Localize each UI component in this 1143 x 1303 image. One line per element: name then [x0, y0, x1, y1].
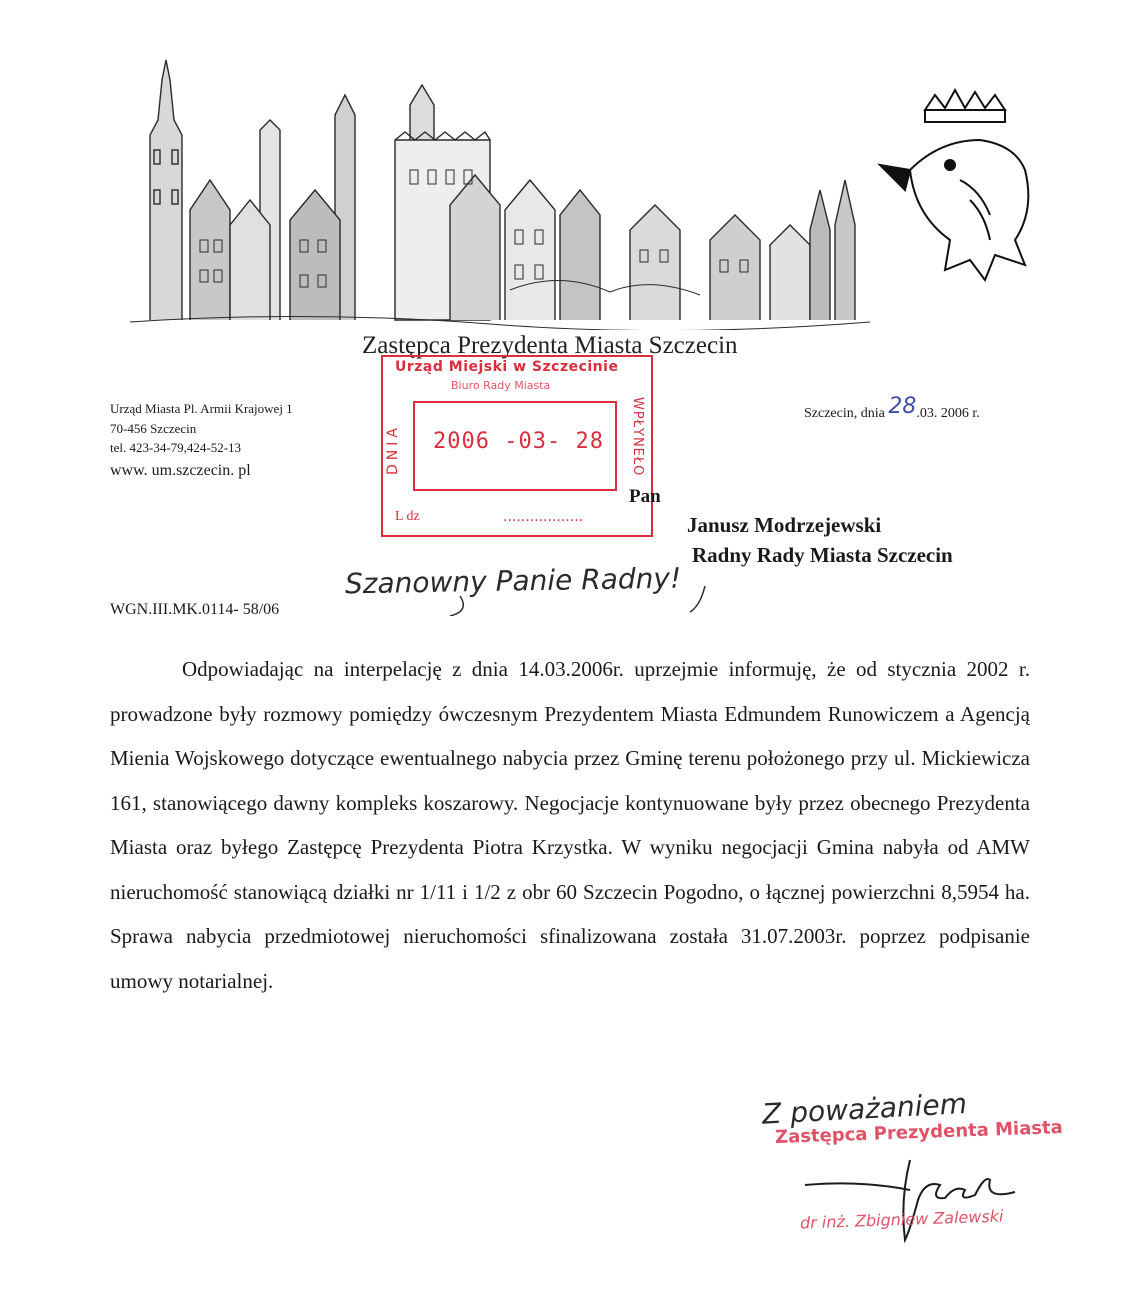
signature-stamp-name: dr inż. Zbigniew Zalewski: [799, 1206, 1004, 1233]
body-paragraph: Odpowiadając na interpelację z dnia 14.03.2006r. uprzejmie informuję, że od stycznia 2002 r. prowadzone były rozmowy pomiędzy ówczesnym Prezydentem Miasta Edmundem Runowiczem a Agencją Mienia Wojskowego dotyczące ewentualnego nabycia przez Gminę terenu położonego przy ul. Mickiewicza 161, stanowiącego dawny kompleks koszarowy. Negocjacje kontynuowane były przez obecnego Prezydenta Miasta oraz byłego Zastępcę Prezydenta Piotra Krzystka. W wyniku negocjacji Gmina nabyła od AMW nieruchomość stanowiącą działki nr 1/11 i 1/2 z obr 60 Szczecin Pogodno, o łącznej powierzchni 8,5954 ha. Sprawa nabycia przedmiotowej nieruchomości sfinalizowana została 31.07.2003r. poprzez podpisanie umowy notarialnej.: [110, 657, 1030, 993]
sender-address-line: 70-456 Szczecin: [110, 421, 197, 436]
stamp-date: 2006 -03- 28: [433, 429, 604, 454]
stamp-office: Urząd Miejski w Szczecinie: [395, 359, 619, 375]
griffin-emblem: [880, 90, 1028, 280]
stamp-side-left: DNIA: [385, 424, 401, 475]
stamp-date-box: [413, 401, 617, 491]
reception-stamp: [381, 355, 653, 537]
date-suffix: .03. 2006 r.: [916, 406, 980, 421]
date-line: [804, 394, 980, 423]
stamp-side-right: WPŁYNEŁO: [630, 397, 645, 477]
handwritten-greeting-text: Szanowny Panie Radny!: [344, 561, 682, 601]
city-skyline-drawing: [130, 60, 870, 330]
letter-body: [110, 647, 1030, 1003]
date-day-handwritten: 28: [888, 394, 917, 419]
letterhead-title: Zastępca Prezydenta Miasta Szczecin: [362, 332, 738, 359]
stamp-ldz-label: L dz: [395, 509, 420, 524]
sender-website: www. um.szczecin. pl: [110, 462, 251, 479]
header-illustration: [110, 40, 1050, 330]
signature-scribble: [800, 1140, 1030, 1250]
stamp-bureau: Biuro Rady Miasta: [451, 379, 551, 392]
addressee-name: Janusz Modrzejewski: [687, 513, 882, 537]
sender-address-line: tel. 423-34-79,424-52-13: [110, 440, 242, 455]
handwritten-greeting: [340, 556, 770, 616]
date-prefix: Szczecin, dnia: [804, 406, 885, 421]
addressee-role: Radny Rady Miasta Szczecin: [692, 543, 953, 567]
signature-closing-text: Z poważaniem: [761, 1087, 968, 1131]
signature-stamp-title: Zastępca Prezydenta Miasta: [774, 1116, 1064, 1149]
sender-address-line: Urząd Miasta Pl. Armii Krajowej 1: [110, 401, 293, 416]
addressee-salutation: Pan: [629, 486, 661, 507]
stamp-ldz-dots: ..................: [503, 509, 584, 525]
reference-number: WGN.III.MK.0114- 58/06: [110, 601, 280, 618]
